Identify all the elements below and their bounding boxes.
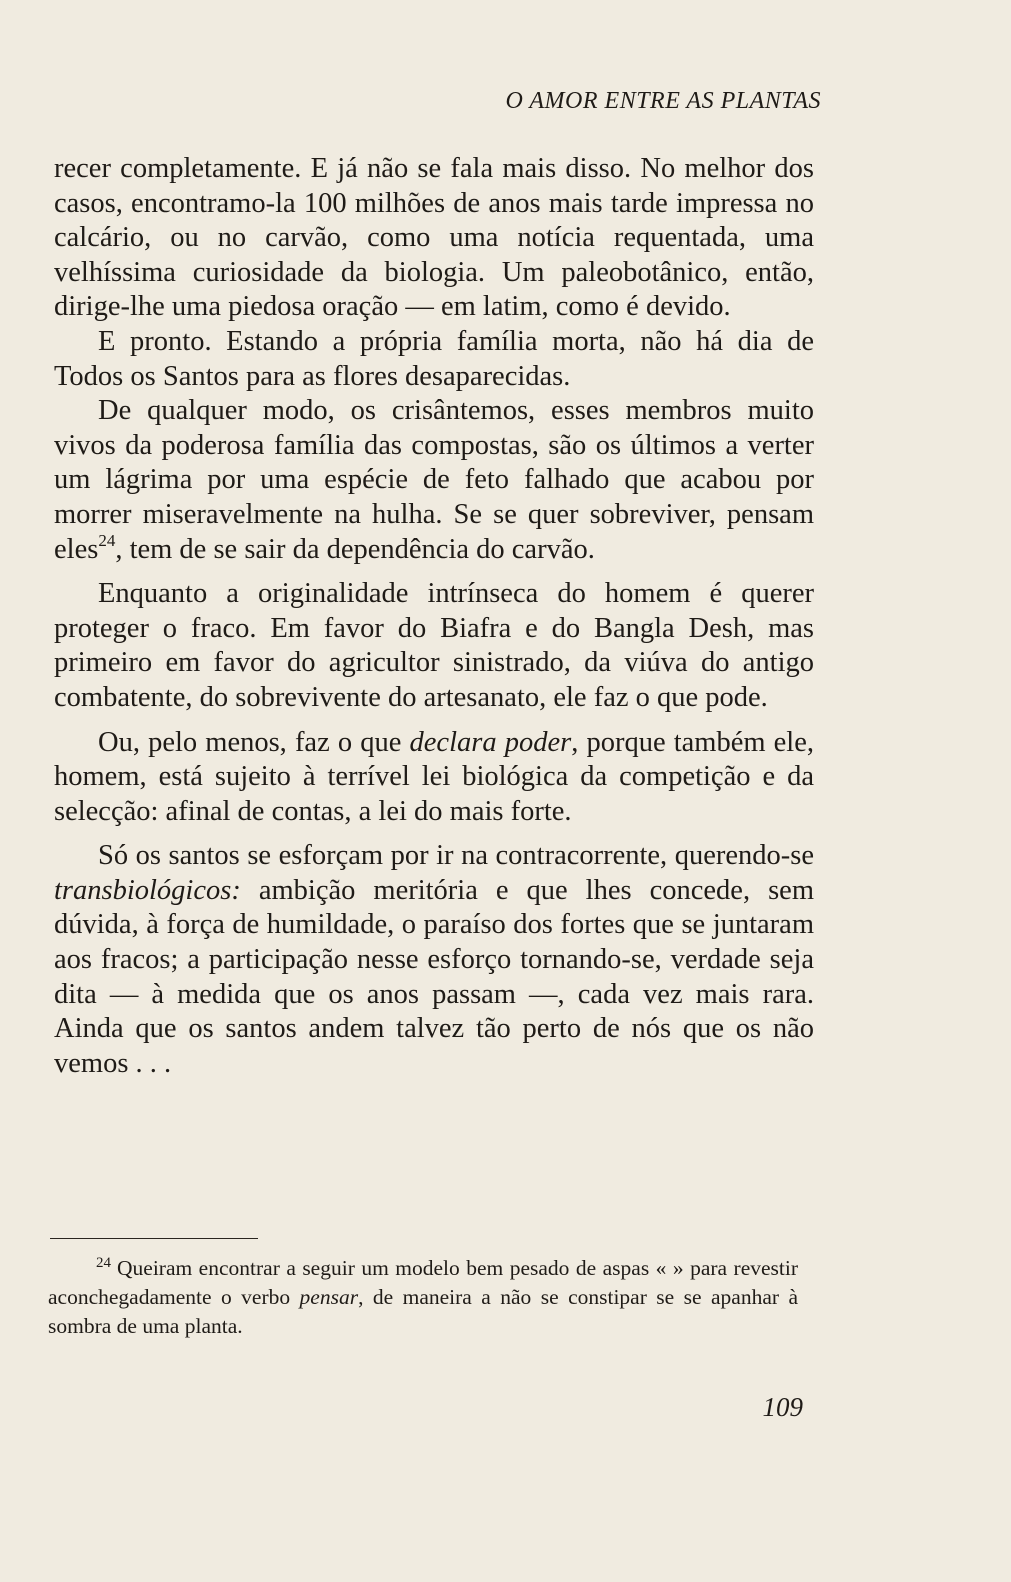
paragraph-4: Enquanto a originalidade intrínseca do homem é querer proteger o fraco. Em favor do Biafra e do Bangla Desh, mas primeiro em favor do agricultor sinistrado, da viúva do antigo combatente, do sobrevivente do artesanato, ele faz o que pode. bbox=[54, 578, 814, 713]
paragraph-5-emphasis: declara poder bbox=[409, 726, 572, 758]
body-text bbox=[54, 152, 814, 1081]
footnote-number: 24 bbox=[96, 1254, 111, 1271]
paragraph-1: recer completamente. E já não se fala mais disso. No melhor dos casos, encontramo-la 100 milhões de anos mais tarde impressa no calcário, ou no carvão, como uma notícia requentada, uma velhíssima curiosidade da biologia. Um paleobotânico, então, dirige-lhe uma piedosa oração — em latim, como é devido. bbox=[54, 153, 814, 323]
footnote-text-a: Queiram encontrar a seguir um modelo bem pesado de aspas « » para revestir aconchegadamente o verbo bbox=[48, 1256, 798, 1309]
paragraph-5-text-b: , porque também ele, homem, está sujeito à terrível lei biológica da competição e da selecção: afinal de contas, a lei do mais forte. bbox=[54, 726, 814, 827]
page-number: 109 bbox=[762, 1392, 803, 1422]
paragraph-5 bbox=[54, 726, 814, 830]
footnote-emphasis: pensar bbox=[299, 1285, 359, 1309]
paragraph-2: E pronto. Estando a própria família morta, não há dia de Todos os Santos para as flores desaparecidas. bbox=[54, 325, 814, 392]
footnote bbox=[48, 1254, 798, 1341]
footnote-divider bbox=[50, 1238, 258, 1239]
footnote-text-b: , de maneira a não se constipar se se apanhar à sombra de uma planta. bbox=[48, 1285, 798, 1338]
paragraph-6-emphasis: transbiológicos: bbox=[54, 874, 241, 906]
paragraph-3 bbox=[54, 394, 814, 567]
running-title: O AMOR ENTRE AS PLANTAS bbox=[505, 88, 821, 114]
paragraph-6 bbox=[54, 839, 814, 1081]
footnote-reference: 24 bbox=[98, 530, 116, 550]
paragraph-6-text-a: Só os santos se esforçam por ir na contracorrente, querendo-se bbox=[98, 840, 814, 872]
paragraph-3-text-b: , tem de se sair da dependência do carvão. bbox=[115, 533, 595, 565]
paragraph-6-text-b: ambição meritória e que lhes concede, sem dúvida, à força de humildade, o paraíso dos fortes que se juntaram aos fracos; a participação nesse esforço tornando-se, verdade seja dita — à medida que os anos passam —, cada vez mais rara. Ainda que os santos andem talvez tão perto de nós que os não vemos . . . bbox=[54, 874, 814, 1079]
paragraph-5-text-a: Ou, pelo menos, faz o que bbox=[98, 726, 410, 758]
paragraph-3-text-a: De qualquer modo, os crisântemos, esses membros muito vivos da poderosa família das compostas, são os últimos a verter um lágrima por uma espécie de feto falhado que acabou por morrer miseravelmente na hulha. Se se quer sobreviver, pensam eles bbox=[54, 395, 814, 565]
